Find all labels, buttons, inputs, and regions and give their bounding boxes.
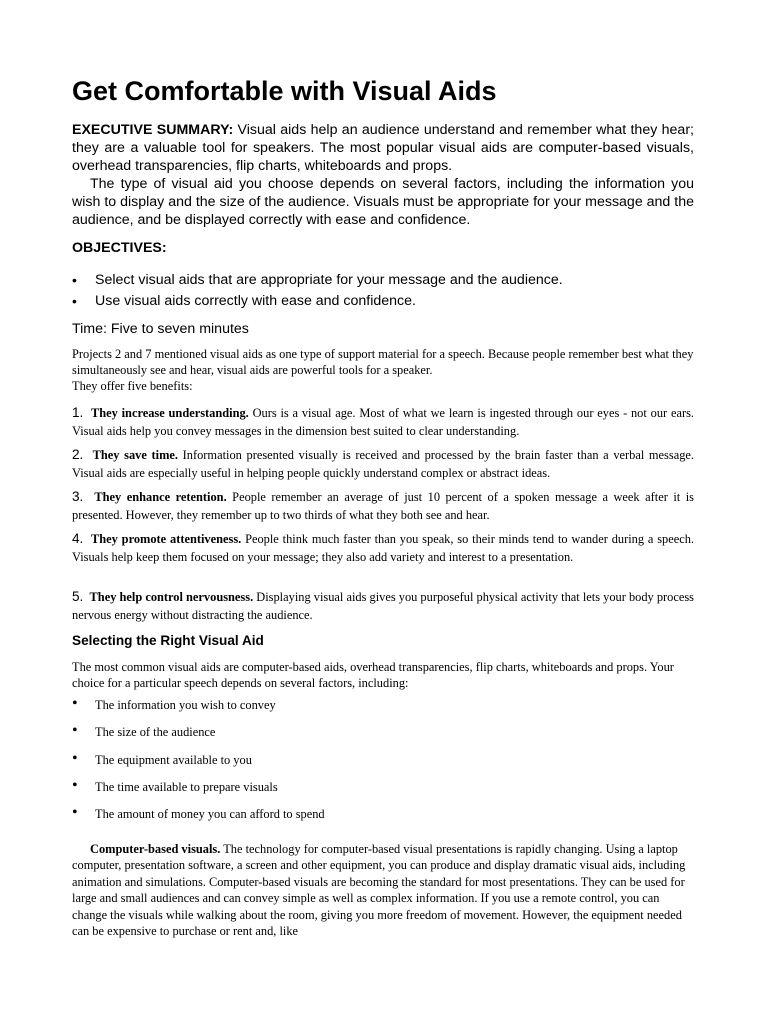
selecting-paragraph: The most common visual aids are computer-based aids, overhead transparencies, flip charts, whiteboards and props. Your choice for a particular speech depends on several factors, including: (72, 660, 674, 690)
executive-summary-label: EXECUTIVE SUMMARY: (72, 122, 234, 138)
objective-text: Use visual aids correctly with ease and confidence. (95, 293, 416, 309)
time-estimate: Time: Five to seven minutes (72, 321, 249, 337)
benefit-number: 1. (72, 405, 84, 420)
computer-based-visuals-paragraph (72, 841, 694, 939)
benefit-number: 5. (72, 589, 84, 604)
bullet-icon: • (72, 272, 77, 288)
computer-based-visuals-text: The technology for computer-based visual presentations is rapidly changing. Using a laptop computer, presentation software, a screen and other equipment, you can produce and display dramatic visual aids, including animation and simulations. Computer-based visuals are becoming the standard for most presentations. They can be used for large and small audiences and can convey simple as well as complex information. If you use a remote control, you can change the visuals while walking about the room, giving you more freedom of movement. However, the equipment needed can be expensive to purchase or rent and, like (72, 842, 686, 939)
benefit-number: 3. (72, 489, 84, 504)
factor-text: The equipment available to you (95, 753, 252, 767)
objective-text: Select visual aids that are appropriate for your message and the audience. (95, 272, 563, 288)
benefit-text: People think much faster than you speak, so their minds tend to wander during a speech. Visuals help keep them focused on your message; they also add variety and interest to a presentation. (72, 532, 695, 564)
bullet-icon: • (72, 750, 78, 767)
bullet-icon: • (72, 695, 78, 712)
benefit-item (72, 404, 694, 440)
bullet-icon: • (72, 722, 78, 739)
executive-summary-text: Visual aids help an audience understand and remember what they hear; they are a valuable tool for speakers. The most popular visual aids are computer-based visuals, overhead transparencies, flip charts, whiteboards and props. (72, 122, 694, 174)
benefit-item (72, 446, 694, 482)
intro-text: Projects 2 and 7 mentioned visual aids as one type of support material for a speech. Because people remember best what they simultaneously see and hear, visual aids are powerful tools for a speaker. (72, 347, 694, 377)
factor-text: The information you wish to convey (95, 698, 276, 712)
factor-text: The time available to prepare visuals (95, 780, 278, 794)
intro-paragraph (72, 346, 694, 394)
page-title: Get Comfortable with Visual Aids (72, 76, 497, 106)
executive-summary-paragraph (72, 122, 694, 175)
objectives-heading: OBJECTIVES: (72, 240, 167, 256)
benefit-text: Information presented visually is received and processed by the brain faster than a verbal message. Visual aids are especially useful in helping people quickly understand complex or abstract ideas. (72, 448, 694, 480)
benefit-item (72, 530, 694, 566)
bullet-icon: • (72, 777, 78, 794)
benefit-item (72, 588, 694, 624)
benefit-title: They increase understanding. (90, 406, 249, 420)
benefit-number: 4. (72, 531, 84, 546)
benefit-title: They help control nervousness. (89, 590, 254, 604)
benefit-text: Ours is a visual age. Most of what we learn is ingested through our eyes - not our ears. Visual aids help you convey messages in the dimension best suited to clear understanding. (72, 406, 694, 438)
bullet-icon: • (72, 804, 78, 821)
benefit-title: They enhance retention. (94, 490, 227, 504)
benefit-item (72, 488, 694, 524)
factor-text: The size of the audience (95, 725, 216, 739)
intro-benefits-lead: They offer five benefits: (72, 379, 193, 393)
benefit-number: 2. (72, 447, 84, 462)
benefit-title: They save time. (92, 448, 179, 462)
selecting-heading: Selecting the Right Visual Aid (72, 633, 264, 648)
bullet-icon: • (72, 293, 77, 309)
factor-text: The amount of money you can afford to spend (95, 807, 325, 821)
benefit-text: People remember an average of just 10 percent of a spoken message a week after it is presented. However, they remember up to two thirds of what they both see and hear. (72, 490, 694, 522)
benefit-title: They promote attentiveness. (91, 532, 242, 546)
computer-based-visuals-title: Computer-based visuals. (90, 842, 221, 856)
executive-summary-paragraph-2: The type of visual aid you choose depends on several factors, including the information you wish to display and the size of the audience. Visuals must be appropriate for your message and the audience, and be displayed correctly with ease and confidence. (72, 176, 694, 228)
benefit-text: Displaying visual aids gives you purposeful physical activity that lets your body process nervous energy without distracting the audience. (72, 590, 695, 622)
